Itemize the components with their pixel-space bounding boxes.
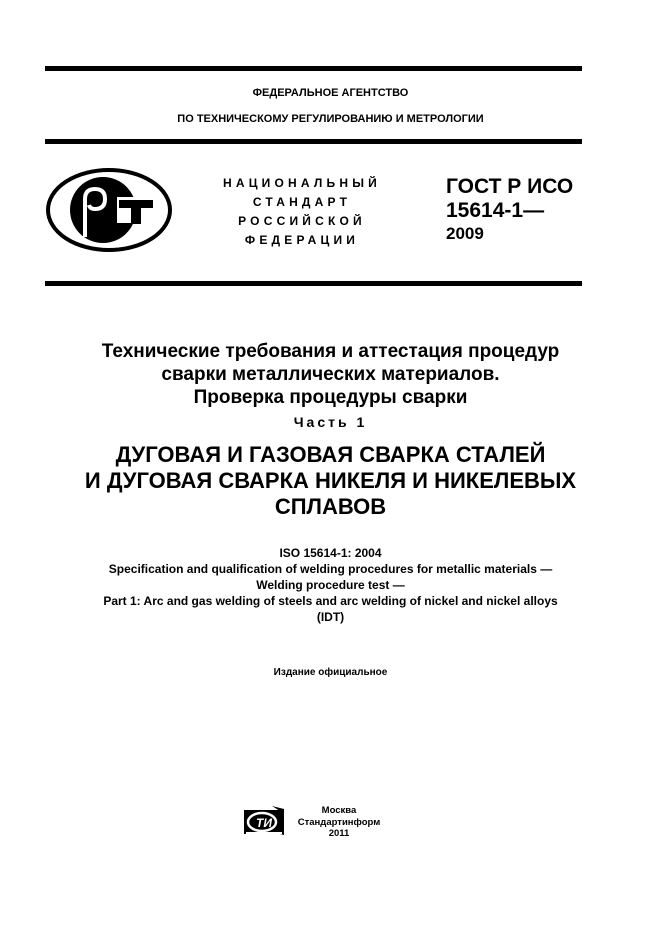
logo-section-rule: [45, 281, 582, 286]
national-standard-label: [196, 174, 408, 250]
gost-r-logo-icon: [45, 167, 175, 253]
iso-title-line-2: Welding procedure test —: [256, 578, 405, 592]
publisher-city: Москва: [321, 805, 357, 816]
publisher-info: [296, 805, 382, 840]
subtitle-line-2: И ДУГОВАЯ СВАРКА НИКЕЛЯ И НИКЕЛЕВЫХ: [84, 468, 577, 493]
part-label: Часть 1: [293, 414, 368, 430]
iso-reference: [0, 545, 661, 625]
agency-line-1: ФЕДЕРАЛЬНОЕ АГЕНТСТВО: [252, 87, 409, 99]
national-standard-line-1: НАЦИОНАЛЬНЫЙ: [222, 176, 382, 190]
edition-label: Издание официальное: [273, 667, 388, 678]
iso-title-line-3: Part 1: Arc and gas welding of steels and arc welding of nickel and nickel alloys: [103, 594, 558, 608]
designation-year: 2009: [446, 224, 484, 243]
iso-title-line-1: Specification and qualification of welding procedures for metallic materials —: [108, 562, 553, 576]
national-standard-line-3: РОССИЙСКОЙ: [238, 214, 366, 228]
designation-line-1: ГОСТ Р ИСО: [446, 175, 574, 198]
top-rule: [45, 66, 582, 71]
publisher-name: Стандартинформ: [297, 816, 381, 828]
document-subtitle: [0, 442, 661, 520]
title-line-1: Технические требования и аттестация процедур: [101, 341, 560, 362]
national-standard-line-2: СТАНДАРТ: [252, 195, 352, 209]
title-line-2: сварки металлических материалов.: [161, 364, 500, 385]
subtitle-line-1: ДУГОВАЯ И ГАЗОВАЯ СВАРКА СТАЛЕЙ: [115, 442, 546, 467]
standartinform-logo-icon: [242, 805, 286, 837]
iso-number: ISO 15614-1: 2004: [279, 546, 382, 560]
agency-line-2: ПО ТЕХНИЧЕСКОМУ РЕГУЛИРОВАНИЮ И МЕТРОЛОГИИ: [177, 113, 484, 125]
agency-rule: [45, 139, 582, 144]
document-title: [0, 340, 661, 409]
national-standard-line-4: ФЕДЕРАЦИИ: [244, 233, 360, 247]
subtitle-line-3: СПЛАВОВ: [274, 494, 387, 519]
title-line-3: Проверка процедуры сварки: [193, 387, 468, 408]
iso-idt: (IDT): [316, 610, 345, 624]
standard-designation: [446, 175, 573, 245]
svg-text:ТИ: ТИ: [256, 816, 272, 830]
designation-line-2: 15614-1—: [446, 199, 545, 222]
publisher-year: 2011: [328, 828, 350, 839]
